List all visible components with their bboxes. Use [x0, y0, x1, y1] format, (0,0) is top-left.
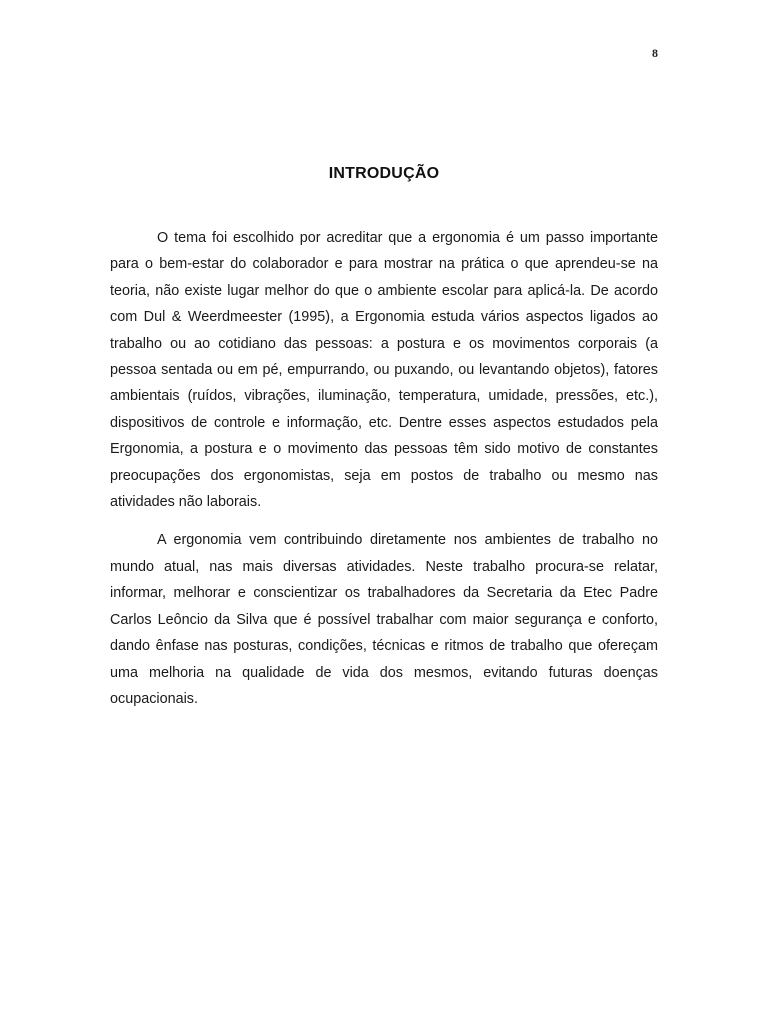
body-text	[110, 225, 658, 712]
section-title: INTRODUÇÃO	[328, 165, 440, 182]
paragraph-2: A ergonomia vem contribuindo diretamente nos ambientes de trabalho no mundo atual, nas mais diversas atividades. Neste trabalho procura-se relatar, informar, melhorar e conscientizar os trabalhadores da Secretaria da Etec Padre Carlos Leôncio da Silva que é possível trabalhar com maior segurança e conforto, dando ênfase nas posturas, condições, técnicas e ritmos de trabalho que ofereçam uma melhoria na qualidade de vida dos mesmos, evitando futuras doenças ocupacionais.	[110, 532, 658, 707]
paragraph-1: O tema foi escolhido por acreditar que a ergonomia é um passo importante para o bem-estar do colaborador e para mostrar na prática o que aprendeu-se na teoria, não existe lugar melhor do que o ambiente escolar para aplicá-la. De acordo com Dul & Weerdmeester (1995), a Ergonomia estuda vários aspectos ligados ao trabalho ou ao cotidiano das pessoas: a postura e os movimentos corporais (a pessoa sentada ou em pé, empurrando, ou puxando, ou levantando objetos), fatores ambientais (ruídos, vibrações, iluminação, temperatura, umidade, pressões, etc.), dispositivos de controle e informação, etc. Dentre esses aspectos estudados pela Ergonomia, a postura e o movimento das pessoas têm sido motivo de constantes preocupações dos ergonomistas, seja em postos de trabalho ou mesmo nas atividades não laborais.	[110, 230, 658, 511]
page-number: 8	[652, 46, 658, 60]
